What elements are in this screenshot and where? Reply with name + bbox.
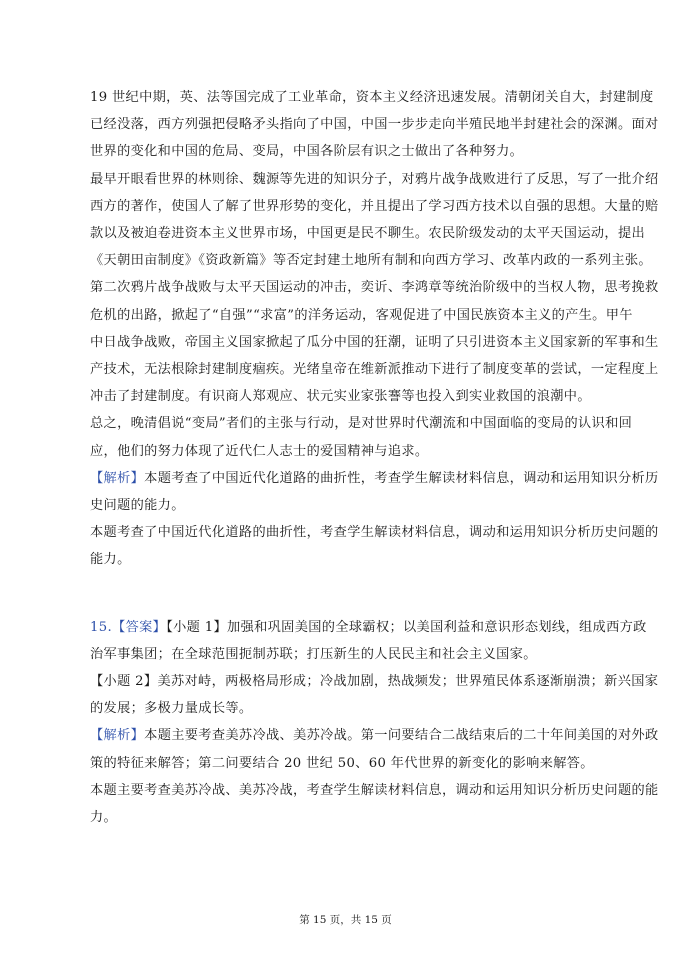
page-footer: 第 15 页，共 15 页 — [299, 914, 392, 926]
subquestion-1-text: 加强和巩固美国的全球霸权；以美国利益和意识形态划线，组成西方政 — [227, 619, 647, 635]
summary-line: 本题主要考查美苏冷战、美苏冷战，考查学生解读材料信息，调动和运用知识分析历史问题的能 — [90, 782, 659, 798]
paragraph-line: 第二次鸦片战争战败与太平天国运动的冲击，奕䜣、李鸿章等统治阶级中的当权人物，思考挽救 — [90, 280, 659, 296]
paragraph-line: 已经没落，西方列强把侵略矛头指向了中国，中国一步步走向半殖民地半封建社会的深渊。面对 — [90, 117, 659, 133]
paragraph-line: 产技术，无法根除封建制度痼疾。光绪皇帝在维新派推动下进行了制度变革的尝试，一定程度上 — [90, 362, 659, 378]
paragraph-line: 世界的变化和中国的危局、变局，中国各阶层有识之士做出了各种努力。 — [90, 144, 524, 160]
paragraph-line: 《天朝田亩制度》《资政新篇》等否定封建土地所有制和向西方学习、改革内政的一系列主张。 — [90, 253, 652, 269]
document-body — [90, 84, 659, 831]
answer-line — [90, 614, 647, 641]
analysis-line: 史问题的能力。 — [90, 498, 185, 514]
analysis-line: 策的特征来解答；第二问要结合 20 世纪 50、60 年代世界的新变化的影响来解答。 — [90, 755, 594, 771]
paragraph-line: 危机的出路，掀起了“自强”“求富”的洋务运动，客观促进了中国民族资本主义的产生。甲午 — [90, 307, 633, 323]
paragraph-line: 款以及被迫卷进资本主义世界市场，中国更是民不聊生。农民阶级发动的太平天国运动，提出 — [90, 226, 646, 242]
answer-line — [90, 668, 659, 695]
answer-line: 的发展；多极力量成长等。 — [90, 701, 253, 717]
paragraph-line: 西方的著作，使国人了解了世界形势的变化，并且提出了学习西方技术以自强的思想。大量的赔 — [90, 198, 659, 214]
answer-line: 治军事集团；在全球范围扼制苏联；打压新生的人民民主和社会主义国家。 — [90, 646, 537, 662]
paragraph-line: 最早开眼看世界的林则徐、魏源等先进的知识分子，对鸦片战争战败进行了反思，写了一批介绍 — [90, 171, 659, 187]
analysis-text: 本题主要考查美苏冷战、美苏冷战。第一问要结合二战结束后的二十年间美国的对外政 — [144, 728, 659, 744]
paragraph-line: 冲击了封建制度。有识商人郑观应、状元实业家张謇等也投入到实业救国的浪潮中。 — [90, 389, 591, 405]
section-spacer — [90, 574, 610, 614]
section-15-body — [90, 614, 659, 832]
analysis-tag: 【解析】 — [90, 728, 145, 744]
summary-line: 力。 — [90, 810, 118, 826]
section-14-body — [90, 84, 659, 574]
answer-tag: 【答案】 — [112, 619, 167, 635]
paragraph-line: 19 世纪中期，英、法等国完成了工业革命，资本主义经济迅速发展。清朝闭关自大，封建制度 — [90, 90, 654, 105]
question-number: 15. — [90, 619, 113, 635]
analysis-line — [90, 722, 659, 749]
summary-line: 能力。 — [90, 552, 131, 568]
summary-line: 本题考查了中国近代化道路的曲折性，考查学生解读材料信息，调动和运用知识分析历史问题的 — [90, 525, 659, 541]
analysis-text: 本题考查了中国近代化道路的曲折性，考查学生解读材料信息，调动和运用知识分析历 — [144, 470, 659, 486]
analysis-tag: 【解析】 — [90, 470, 145, 486]
subquestion-2-tag: 【小题 2】 — [90, 674, 158, 690]
paragraph-line: 应，他们的努力体现了近代仁人志士的爱国精神与追求。 — [90, 443, 429, 459]
paragraph-line: 总之，晚清倡说“变局”者们的主张与行动，是对世界时代潮流和中国面临的变局的认识和回 — [90, 416, 633, 432]
paragraph-line: 中日战争战败，帝国主义国家掀起了瓜分中国的狂潮，证明了只引进资本主义国家新的军事和生 — [90, 334, 659, 350]
subquestion-2-text: 美苏对峙，两极格局形成；冷战加剧，热战频发；世界殖民体系逐渐崩溃；新兴国家 — [157, 674, 659, 690]
subquestion-1-tag: 【小题 1】 — [166, 619, 228, 635]
analysis-line — [90, 465, 659, 492]
